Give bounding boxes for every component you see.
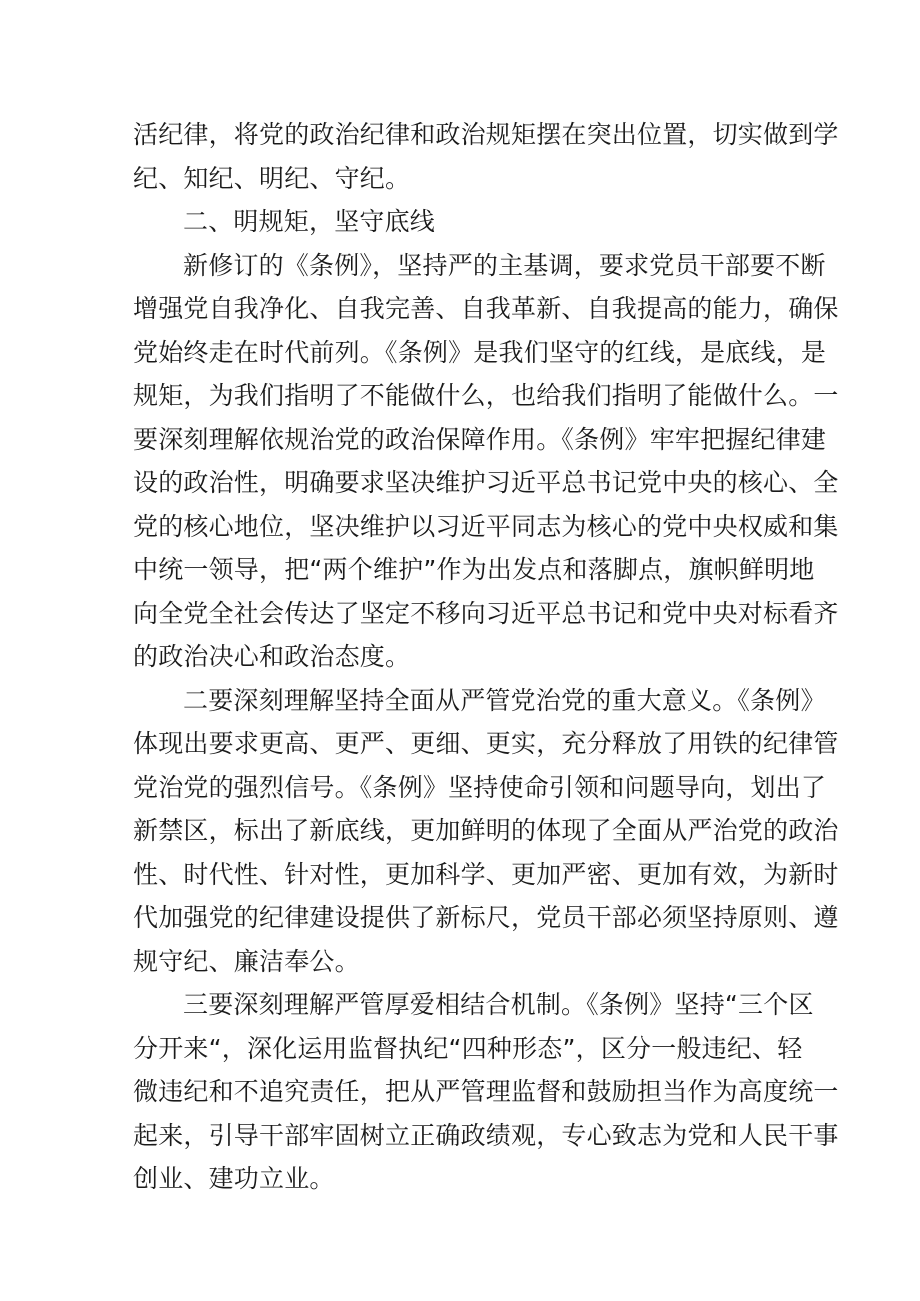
text-line: 向全党全社会传达了坚定不移向习近平总书记和党中央对标看齐 [133,598,839,628]
text-line: 中统一领导，把“两个维护”作为出发点和落脚点，旗帜鲜明地 [133,555,815,584]
paragraph-start: 二要深刻理解坚持全面从严管党治党的重大意义。《条例》 [183,685,826,715]
text-line: 起来，引导干部牢固树立正确政绩观，专心致志为党和人民干事 [133,1120,839,1150]
text-line: 设的政治性，明确要求坚决维护习近平总书记党中央的核心、全 [133,468,839,497]
document-body [133,113,839,1201]
section-heading: 二、明规矩，坚守底线 [183,207,436,236]
text-line: 活纪律，将党的政治纪律和政治规矩摆在突出位置，切实做到学 [133,120,839,149]
paragraph-start: 三要深刻理解严管厚爱相结合机制。《条例》坚持“三个区 [183,990,814,1019]
text-line: 的政治决心和政治态度。 [133,642,411,671]
text-line: 创业、建功立业。 [133,1164,335,1193]
paragraph-start: 新修订的《条例》，坚持严的主基调，要求党员干部要不断 [183,250,826,280]
text-line: 党始终走在时代前列。《条例》是我们坚守的红线，是底线，是 [133,337,827,367]
text-line: 性、时代性、针对性，更加科学、更加严密、更加有效，为新时 [133,859,839,889]
text-line: 党的核心地位，坚决维护以习近平同志为核心的党中央权威和集 [133,511,839,541]
text-line: 规守纪、廉洁奉公。 [133,946,360,976]
text-line: 代加强党的纪律建设提供了新标尺，党员干部必须坚持原则、遵 [133,903,839,932]
text-line: 体现出要求更高、更严、更细、更实，充分释放了用铁的纪律管 [133,729,839,758]
text-line: 要深刻理解依规治党的政治保障作用。《条例》牢牢把握纪律建 [133,424,827,454]
text-line: 规矩，为我们指明了不能做什么，也给我们指明了能做什么。一 [133,381,839,410]
text-line: 纪、知纪、明纪、守纪。 [133,163,411,193]
text-line: 党治党的强烈信号。《条例》坚持使命引领和问题导向，划出了 [133,772,827,802]
text-line: 新禁区，标出了新底线，更加鲜明的体现了全面从严治党的政治 [133,816,839,845]
text-line: 分开来“，深化运用监督执纪“四种形态”，区分一般违纪、轻 [133,1033,803,1063]
text-line: 增强党自我净化、自我完善、自我革新、自我提高的能力，确保 [133,294,839,323]
text-line: 微违纪和不追究责任，把从严管理监督和鼓励担当作为高度统一 [133,1077,839,1106]
